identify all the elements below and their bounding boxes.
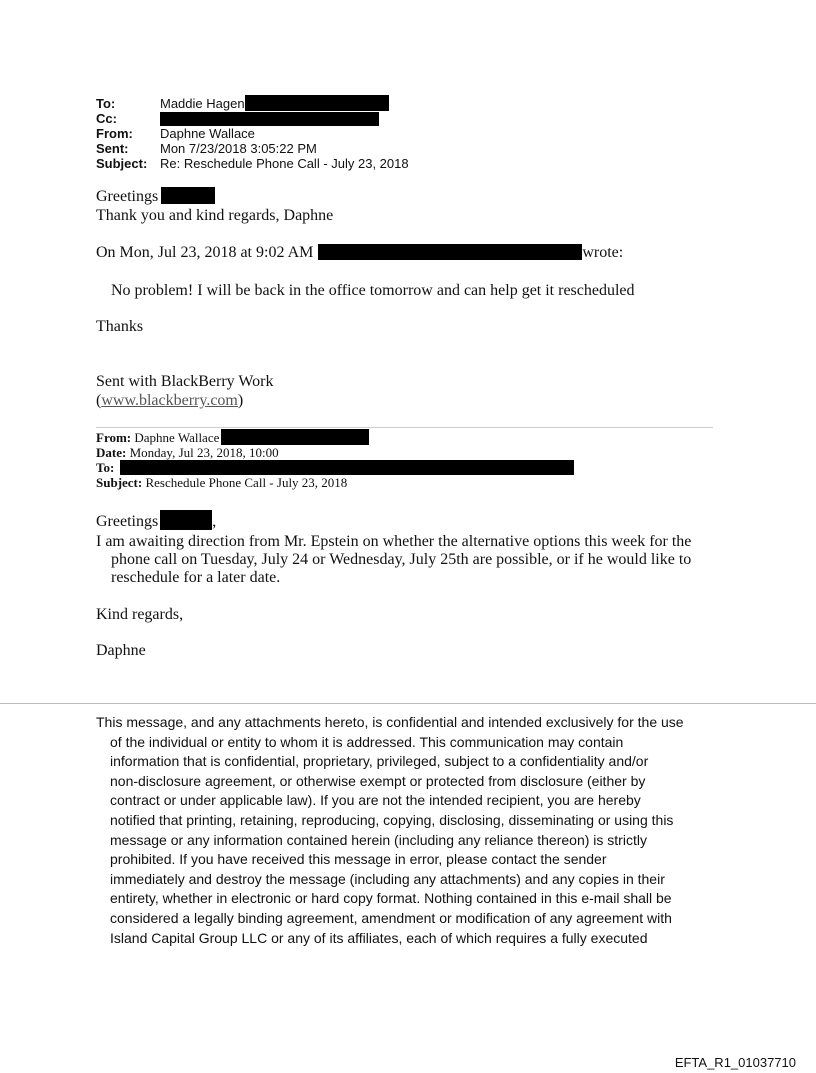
disclaimer-line: immediately and destroy the message (including any attachments) and any copies in their [110, 870, 665, 887]
orig-from-label: From: [96, 430, 132, 445]
reply-greeting: Greetings [96, 188, 159, 205]
disclaimer-line: information that is confidential, proprietary, privileged, subject to a confidentiality and/or [110, 753, 649, 770]
orig-from-value: Daphne Wallace [134, 430, 220, 445]
document-id: EFTA_R1_01037710 [674, 1055, 796, 1070]
quoted-message: No problem! I will be back in the office tomorrow and can help get it rescheduled [111, 282, 635, 299]
disclaimer-separator [0, 703, 816, 704]
orig-date-label: Date: [96, 445, 127, 460]
to-name: Maddie Hagen [160, 96, 245, 111]
to-label: To: [96, 96, 116, 111]
redaction-block [120, 460, 574, 475]
orig-greeting-line [96, 513, 216, 531]
to-value [160, 96, 389, 111]
orig-from-row [96, 430, 574, 445]
disclaimer-line: This message, and any attachments hereto, is confidential and intended exclusively for the use [96, 714, 684, 730]
sent-label: Sent: [96, 141, 129, 156]
orig-greeting: Greetings [96, 513, 159, 530]
orig-subject-value: Reschedule Phone Call - July 23, 2018 [145, 475, 348, 490]
cc-label: Cc: [96, 111, 117, 126]
sent-value: Mon 7/23/2018 3:05:22 PM [160, 141, 317, 156]
redaction-block [160, 510, 212, 530]
signature-link-line [96, 392, 243, 410]
orig-date-row [96, 445, 574, 460]
disclaimer-line: contract or under applicable law). If you are not the intended recipient, you are hereby [110, 792, 641, 809]
redaction-block [161, 187, 215, 204]
redaction-block [221, 429, 369, 445]
reply-greeting-line [96, 188, 215, 206]
subject-value: Re: Reschedule Phone Call - July 23, 2018 [160, 156, 409, 171]
redaction-block [160, 112, 379, 126]
blackberry-link[interactable]: www.blackberry.com [101, 392, 238, 409]
disclaimer-line: message or any information contained herein (including any reliance thereon) is strictly [110, 831, 647, 848]
redaction-block [245, 95, 389, 111]
original-header [96, 430, 574, 490]
subject-label: Subject: [96, 156, 148, 171]
disclaimer-line: considered a legally binding agreement, amendment or modification of any agreement with [110, 909, 672, 926]
orig-body-line-3: reschedule for a later date. [111, 569, 281, 586]
orig-to-label: To: [96, 460, 115, 475]
disclaimer-line: of the individual or entity to whom it is addressed. This communication may contain [110, 733, 624, 750]
orig-signature: Daphne [96, 642, 146, 659]
orig-body-line-1: I am awaiting direction from Mr. Epstein on whether the alternative options this week for the [96, 533, 692, 550]
quote-intro-line [96, 244, 623, 262]
orig-greeting-comma: , [212, 513, 217, 530]
disclaimer-line: prohibited. If you have received this message in error, please contact the sender [110, 851, 607, 868]
orig-subject-label: Subject: [96, 475, 143, 490]
signature-close-paren: ) [237, 392, 244, 409]
from-value: Daphne Wallace [160, 126, 255, 141]
quoted-thanks: Thanks [96, 318, 144, 335]
quote-separator [96, 427, 713, 428]
disclaimer-line: entirety, whether in electronic or hard copy format. Nothing contained in this e-mail shall be [110, 890, 672, 907]
quote-intro-suffix: wrote: [582, 244, 624, 261]
orig-to-row [96, 460, 574, 475]
reply-closing: Thank you and kind regards, Daphne [96, 207, 334, 224]
orig-date-value: Monday, Jul 23, 2018, 10:00 [129, 445, 279, 460]
cc-value [160, 111, 379, 126]
quote-intro-prefix: On Mon, Jul 23, 2018 at 9:02 AM [96, 244, 314, 261]
disclaimer-line: notified that printing, retaining, reproducing, copying, disclosing, disseminating or using this [110, 811, 674, 828]
orig-body-line-2: phone call on Tuesday, July 24 or Wednesday, July 25th are possible, or if he would like to [111, 551, 692, 568]
orig-subject-row [96, 475, 574, 490]
redaction-block [318, 244, 582, 260]
signature-line: Sent with BlackBerry Work [96, 373, 274, 390]
from-label: From: [96, 126, 133, 141]
signature-open-paren: ( [96, 392, 102, 409]
confidentiality-disclaimer [96, 713, 716, 948]
disclaimer-line: Island Capital Group LLC or any of its affiliates, each of which requires a fully executed [110, 929, 648, 946]
disclaimer-line: non-disclosure agreement, or otherwise exempt or protected from disclosure (either by [110, 772, 646, 789]
orig-closing: Kind regards, [96, 606, 184, 623]
